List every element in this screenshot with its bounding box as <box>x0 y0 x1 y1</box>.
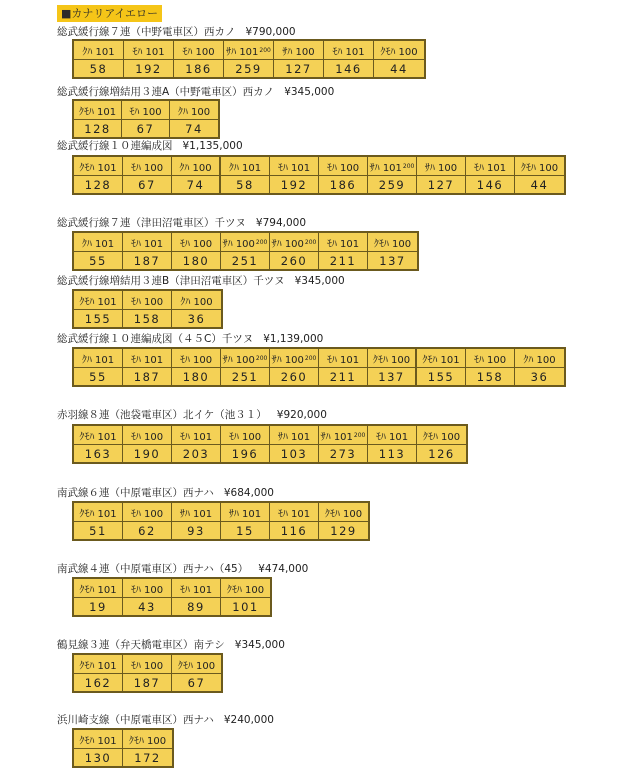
formation-title <box>57 25 296 39</box>
car-number: 155 <box>417 368 466 385</box>
formation-title <box>57 85 334 99</box>
formation-title <box>57 638 285 652</box>
car-subseries: 200 <box>304 354 317 362</box>
car-type <box>270 349 319 368</box>
formation-name: 南武線４連（中原電車区）西ナハ（45） <box>57 563 249 575</box>
car-subseries: 200 <box>402 162 415 170</box>
car-type <box>417 426 466 445</box>
page-header: ■カナリアイエロー <box>57 5 162 22</box>
car-type-label: ｻﾊ 101 <box>226 46 259 58</box>
car-type <box>123 730 172 749</box>
car-type <box>123 157 172 176</box>
formation-name: 総武緩行線増結用３連A（中野電車区）西カノ <box>57 86 275 98</box>
car-number: 259 <box>368 176 417 193</box>
car-number: 55 <box>74 368 123 385</box>
car-number: 273 <box>319 445 368 462</box>
car-number: 43 <box>123 598 172 615</box>
car-type <box>374 41 424 60</box>
car-number: 260 <box>270 252 319 269</box>
formation-name: 鶴見線３連（弁天橋電車区）南テシ <box>57 639 225 651</box>
car-type <box>172 291 221 310</box>
car-type <box>319 157 368 176</box>
car-number: 62 <box>123 522 172 539</box>
car-number: 127 <box>417 176 466 193</box>
car-number: 180 <box>172 252 221 269</box>
car-type <box>368 349 417 368</box>
formation-name: 総武緩行線７連（中野電車区）西カノ <box>57 26 236 38</box>
car-type <box>74 655 123 674</box>
car-type <box>319 503 368 522</box>
car-type <box>221 157 270 176</box>
car-number: 180 <box>172 368 221 385</box>
car-type <box>172 655 221 674</box>
car-type <box>270 503 319 522</box>
car-number: 211 <box>319 252 368 269</box>
car-number: 211 <box>319 368 368 385</box>
car-type <box>172 157 221 176</box>
car-type <box>368 426 417 445</box>
car-number: 101 <box>232 599 259 614</box>
car-type <box>515 349 564 368</box>
car-number: 128 <box>74 176 123 193</box>
car-type-label: ﾓﾊ 100 <box>179 354 213 366</box>
formation-table <box>72 347 566 387</box>
car-number: 146 <box>324 60 374 77</box>
car-type <box>172 233 221 252</box>
car-number: 113 <box>368 445 417 462</box>
car-type <box>221 426 270 445</box>
formation-title <box>57 562 308 576</box>
car-type-label: ｸﾓﾊ 100 <box>324 508 363 520</box>
car-type <box>221 579 270 598</box>
car-type <box>123 349 172 368</box>
formation-price: ¥790,000 <box>245 26 296 38</box>
car-number: 127 <box>274 60 324 77</box>
car-type-label: ｻﾊ 101 <box>369 162 402 174</box>
car-number: 187 <box>123 368 172 385</box>
car-type <box>74 730 123 749</box>
car-type <box>172 579 221 598</box>
car-type-label: ﾓﾊ 100 <box>129 106 162 118</box>
car-type-label: ｸﾓﾊ 100 <box>177 660 216 672</box>
car-type-label: ｻﾊ 100 <box>271 354 304 366</box>
car-type <box>368 157 417 176</box>
car-type <box>319 426 368 445</box>
car-type <box>124 41 174 60</box>
car-type <box>123 579 172 598</box>
formation-title <box>57 713 274 727</box>
car-type-label: ﾓﾊ 101 <box>277 508 311 520</box>
car-type-label: ﾓﾊ 100 <box>228 431 262 443</box>
car-number: 137 <box>379 253 406 268</box>
car-type-label: ｸﾊ 100 <box>523 354 556 366</box>
car-type <box>324 41 374 60</box>
car-number: 93 <box>172 522 221 539</box>
car-type-label: ﾓﾊ 100 <box>130 584 164 596</box>
car-number: 128 <box>74 120 122 137</box>
car-type <box>270 426 319 445</box>
car-type-label: ｸﾊ 101 <box>81 238 115 250</box>
formation-table <box>72 155 566 195</box>
car-type-label: ﾓﾊ 100 <box>326 162 360 174</box>
car-number: 36 <box>530 369 549 384</box>
car-number: 251 <box>221 252 270 269</box>
car-type-label: ｸﾊ 101 <box>228 162 262 174</box>
car-number: 44 <box>530 177 549 192</box>
car-type-label: ｸﾊ 101 <box>82 46 115 58</box>
car-type-label: ｸﾓﾊ 101 <box>79 660 117 672</box>
car-type-label: ｻﾊ 100 <box>222 354 255 366</box>
car-number: 196 <box>221 445 270 462</box>
car-type <box>74 349 123 368</box>
car-type <box>74 291 123 310</box>
car-number: 186 <box>319 176 368 193</box>
formation-title <box>57 408 327 422</box>
car-type-label: ﾓﾊ 100 <box>182 46 215 58</box>
car-type-label: ﾓﾊ 101 <box>326 354 360 366</box>
formation-name: 南武線６連（中原電車区）西ナハ <box>57 487 214 499</box>
car-type <box>221 349 270 368</box>
car-type <box>74 233 123 252</box>
car-type-label: ｸﾊ 100 <box>177 106 211 118</box>
formation-table <box>72 653 223 693</box>
formation-name: 総武緩行線増結用３連B（津田沼電車区）千ツヌ <box>57 275 285 287</box>
car-type <box>74 41 124 60</box>
car-number: 251 <box>221 368 270 385</box>
car-number: 51 <box>74 522 123 539</box>
car-type-label: ｸﾓﾊ 101 <box>78 106 117 118</box>
car-type-label: ﾓﾊ 101 <box>179 584 213 596</box>
formation-name: 総武緩行線７連（津田沼電車区）千ツヌ <box>57 217 246 229</box>
car-number: 187 <box>123 674 172 691</box>
car-number: 67 <box>122 120 170 137</box>
car-type-label: ｸﾓﾊ 101 <box>79 584 117 596</box>
formation-name: 赤羽線８連（池袋電車区）北イケ（池３１） <box>57 409 267 421</box>
formation-name: 浜川崎支線（中原電車区）西ナハ <box>57 714 214 726</box>
formation-price: ¥1,135,000 <box>182 140 243 152</box>
car-type-label: ｸﾓﾊ 100 <box>372 354 411 366</box>
car-subseries: 200 <box>353 431 366 439</box>
car-type <box>123 426 172 445</box>
car-type-label: ｸﾓﾊ 101 <box>422 354 460 366</box>
car-number: 146 <box>466 176 515 193</box>
car-type <box>319 349 368 368</box>
car-type-label: ﾓﾊ 101 <box>473 162 507 174</box>
car-type-label: ｸﾓﾊ 101 <box>79 508 117 520</box>
formation-name: 総武緩行線１０連編成図 <box>57 140 173 152</box>
car-type <box>515 157 564 176</box>
formation-table <box>72 231 419 271</box>
car-type-label: ｻﾊ 100 <box>282 46 315 58</box>
formation-name: 総武緩行線１０連編成図（４５C）千ツヌ <box>57 333 254 345</box>
car-type-label: ﾓﾊ 101 <box>179 431 213 443</box>
car-type-label: ﾓﾊ 101 <box>332 46 365 58</box>
car-type <box>74 426 123 445</box>
formation-price: ¥345,000 <box>294 275 345 287</box>
formation-price: ¥794,000 <box>255 217 307 229</box>
car-type-label: ﾓﾊ 101 <box>326 238 360 250</box>
car-type-label: ﾓﾊ 101 <box>375 431 409 443</box>
car-number: 162 <box>74 674 123 691</box>
car-number: 187 <box>123 252 172 269</box>
car-type <box>123 503 172 522</box>
car-type-label: ｸﾊ 100 <box>179 162 212 174</box>
car-type <box>417 157 466 176</box>
car-type <box>170 101 218 120</box>
car-type-label: ﾓﾊ 100 <box>130 431 164 443</box>
car-subseries: 200 <box>304 238 317 246</box>
car-number: 129 <box>330 523 357 538</box>
car-type-label: ｸﾓﾊ 101 <box>79 431 117 443</box>
formation-title <box>57 486 274 500</box>
car-type-label: ｸﾓﾊ 100 <box>373 238 412 250</box>
car-type <box>221 233 270 252</box>
car-number: 192 <box>270 176 319 193</box>
car-type-label: ﾓﾊ 101 <box>130 354 164 366</box>
formation-price: ¥684,000 <box>223 487 274 499</box>
car-type-label: ｸﾓﾊ 101 <box>79 162 117 174</box>
car-number: 89 <box>172 598 221 615</box>
car-type-label: ｻﾊ 100 <box>271 238 304 250</box>
car-type-label: ﾓﾊ 100 <box>130 162 164 174</box>
car-number: 103 <box>270 445 319 462</box>
car-type-label: ｸﾓﾊ 101 <box>79 735 117 747</box>
car-type <box>122 101 170 120</box>
car-number: 192 <box>124 60 174 77</box>
car-number: 259 <box>224 60 274 77</box>
formation-price: ¥1,139,000 <box>263 333 324 345</box>
car-type <box>319 233 368 252</box>
car-type <box>123 233 172 252</box>
car-type <box>221 503 270 522</box>
formation-price: ¥474,000 <box>258 563 309 575</box>
formation-table <box>72 728 174 768</box>
car-number: 137 <box>368 368 417 385</box>
car-type-label: ｸﾓﾊ 100 <box>520 162 559 174</box>
formation-price: ¥240,000 <box>223 714 274 726</box>
car-number: 190 <box>123 445 172 462</box>
car-type <box>274 41 324 60</box>
car-number: 36 <box>187 311 206 326</box>
car-type <box>172 503 221 522</box>
formation-title <box>57 139 243 153</box>
car-number: 58 <box>74 60 124 77</box>
formation-title <box>57 274 345 288</box>
car-type <box>74 503 123 522</box>
formation-title <box>57 332 323 346</box>
car-type-label: ｸﾊ 100 <box>180 296 213 308</box>
formation-table <box>72 99 220 139</box>
car-number: 158 <box>123 310 172 327</box>
car-type-label: ﾓﾊ 100 <box>473 354 507 366</box>
car-number: 15 <box>221 522 270 539</box>
car-type-label: ﾓﾊ 100 <box>130 660 164 672</box>
car-type <box>172 349 221 368</box>
car-subseries: 200 <box>255 354 268 362</box>
formation-table <box>72 577 272 617</box>
formation-table <box>72 424 468 464</box>
car-number: 260 <box>270 368 319 385</box>
car-number: 74 <box>172 176 221 193</box>
car-type <box>174 41 224 60</box>
car-type <box>466 157 515 176</box>
car-number: 163 <box>74 445 123 462</box>
car-number: 172 <box>134 750 161 765</box>
formation-price: ¥345,000 <box>234 639 285 651</box>
car-number: 19 <box>74 598 123 615</box>
car-type-label: ﾓﾊ 101 <box>277 162 311 174</box>
car-type-label: ﾓﾊ 100 <box>179 238 213 250</box>
car-type-label: ｻﾊ 101 <box>277 431 311 443</box>
car-type-label: ｻﾊ 101 <box>320 431 353 443</box>
car-type-label: ｻﾊ 100 <box>424 162 458 174</box>
car-type-label: ﾓﾊ 100 <box>130 508 164 520</box>
car-number: 44 <box>390 61 408 76</box>
car-number: 126 <box>428 446 455 461</box>
formation-price: ¥920,000 <box>276 409 327 421</box>
car-type-label: ｸﾓﾊ 100 <box>128 735 167 747</box>
car-type <box>417 349 466 368</box>
car-type <box>123 291 172 310</box>
formation-price: ¥345,000 <box>284 86 335 98</box>
car-type-label: ﾓﾊ 100 <box>130 296 164 308</box>
car-type <box>74 157 123 176</box>
car-type <box>224 41 274 60</box>
car-type <box>123 655 172 674</box>
car-subseries: 200 <box>259 46 271 54</box>
car-type <box>466 349 515 368</box>
car-number: 186 <box>174 60 224 77</box>
formation-table <box>72 39 426 79</box>
car-type-label: ｸﾊ 101 <box>81 354 115 366</box>
car-number: 55 <box>74 252 123 269</box>
car-number: 67 <box>123 176 172 193</box>
car-type <box>74 101 122 120</box>
car-type-label: ｸﾓﾊ 100 <box>226 584 265 596</box>
car-type <box>270 157 319 176</box>
formation-table <box>72 289 223 329</box>
car-number: 203 <box>172 445 221 462</box>
car-type <box>172 426 221 445</box>
car-number: 130 <box>74 749 123 766</box>
car-number: 116 <box>270 522 319 539</box>
car-type <box>74 579 123 598</box>
car-type-label: ｻﾊ 101 <box>179 508 213 520</box>
car-number: 158 <box>466 368 515 385</box>
car-number: 67 <box>187 675 206 690</box>
car-subseries: 200 <box>255 238 268 246</box>
car-type-label: ｻﾊ 100 <box>222 238 255 250</box>
car-type-label: ｸﾓﾊ 101 <box>79 296 117 308</box>
car-type-label: ｸﾓﾊ 100 <box>422 431 461 443</box>
car-type-label: ｻﾊ 101 <box>228 508 262 520</box>
car-type-label: ﾓﾊ 101 <box>130 238 164 250</box>
car-number: 155 <box>74 310 123 327</box>
formation-table <box>72 501 370 541</box>
car-type-label: ｸﾓﾊ 100 <box>380 46 418 58</box>
car-number: 58 <box>221 176 270 193</box>
car-number: 74 <box>185 121 203 136</box>
car-type <box>270 233 319 252</box>
car-type-label: ﾓﾊ 101 <box>132 46 165 58</box>
car-type <box>368 233 417 252</box>
formation-title <box>57 216 306 230</box>
